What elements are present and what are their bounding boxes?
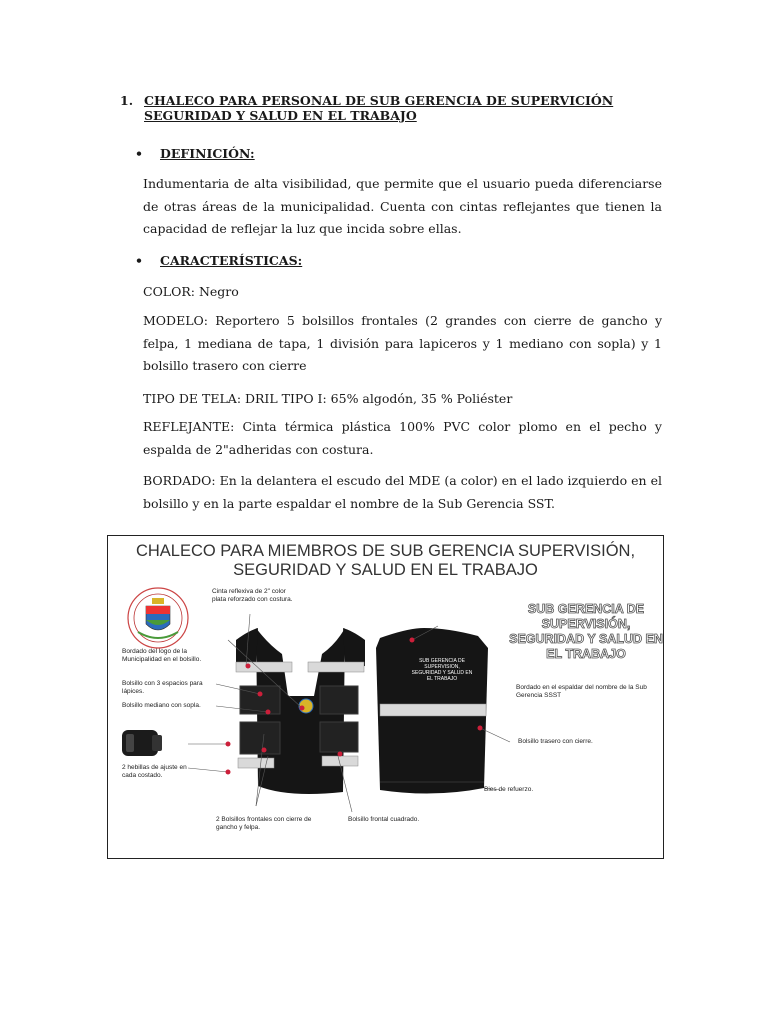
definicion-label: DEFINICIÓN: xyxy=(160,146,255,161)
callout-hebillas: 2 hebillas de ajuste en cada costado. xyxy=(122,764,187,779)
section-number: 1. xyxy=(120,93,134,108)
callout-bolsillos-frontales: 2 Bolsillos frontales con cierre de gancho y felpa. xyxy=(216,816,312,831)
section-title: CHALECO PARA PERSONAL DE SUB GERENCIA DE SUPERVICIÓN SEGURIDAD Y SALUD EN EL TRABAJO xyxy=(144,93,614,123)
figure-title-line-1: CHALECO PARA MIEMBROS DE SUB GERENCIA SUPERVISIÓN, xyxy=(135,542,636,560)
figure-title-line-2: SEGURIDAD Y SALUD EN EL TRABAJO xyxy=(233,561,538,579)
reflejante-paragraph: REFLEJANTE: Cinta térmica plástica 100% PVC color plomo en el pecho y espalda de 2"adheridas con costura. xyxy=(143,419,662,457)
callout-cinta: Cinta reflexiva de 2" color plata reforzado con costura. xyxy=(212,588,293,603)
callout-bordado-logo: Bordado del logo de la Municipalidad en el bolsillo. xyxy=(122,648,202,663)
callout-bies: Bies de refuerzo. xyxy=(484,786,534,793)
tipo-tela-line: TIPO DE TELA: DRIL TIPO I: 65% algodón, 35 % Poliéster xyxy=(143,391,513,406)
caracteristicas-label: CARACTERÍSTICAS: xyxy=(160,253,303,268)
modelo-paragraph: MODELO: Reportero 5 bolsillos frontales (2 grandes con cierre de gancho y felpa, 1 mediana de tapa, 1 división para lapiceros y 1 mediano con sopla) y 1 bolsillo trasero con cierre xyxy=(143,313,662,373)
callout-bolsillo-mediano: Bolsillo mediano con sopla. xyxy=(122,702,201,709)
bordado-paragraph: BORDADO: En la delantera el escudo del MDE (a color) en el lado izquierdo en el bolsillo y en la parte espaldar el nombre de la Sub Gerencia SST. xyxy=(143,473,662,511)
back-embroidery-text: SUB GERENCIA DE SUPERVISION, SEGURIDAD Y SALUD EN EL TRABAJO xyxy=(411,658,473,682)
callout-bolsillo-cuadrado: Bolsillo frontal cuadrado. xyxy=(348,816,420,823)
bullet-icon: • xyxy=(135,253,143,268)
color-line: COLOR: Negro xyxy=(143,284,239,299)
sst-label: SUB GERENCIA DE SUPERVISIÓN, SEGURIDAD Y SALUD EN EL TRABAJO xyxy=(509,602,663,661)
front-vest-icon xyxy=(236,628,365,794)
vest-figure xyxy=(107,535,664,859)
bullet-icon: • xyxy=(135,146,143,161)
back-vest-icon xyxy=(376,628,488,794)
definicion-paragraph: Indumentaria de alta visibilidad, que permite que el usuario pueda diferenciarse de otras áreas de la municipalidad. Cuenta con cintas reflejantes que tienen la capacidad de reflejar la luz que incida sobre ellas. xyxy=(143,176,662,236)
municipal-emblem-icon xyxy=(128,588,188,648)
callout-bolsillo-lapices: Bolsillo con 3 espacios para lápices. xyxy=(122,680,203,695)
callout-bolsillo-trasero: Bolsillo trasero con cierre. xyxy=(518,738,593,745)
callout-bordado-espaldar: Bordado en el espaldar del nombre de la Sub Gerencia SSST xyxy=(516,684,647,699)
buckle-icon xyxy=(122,730,162,756)
